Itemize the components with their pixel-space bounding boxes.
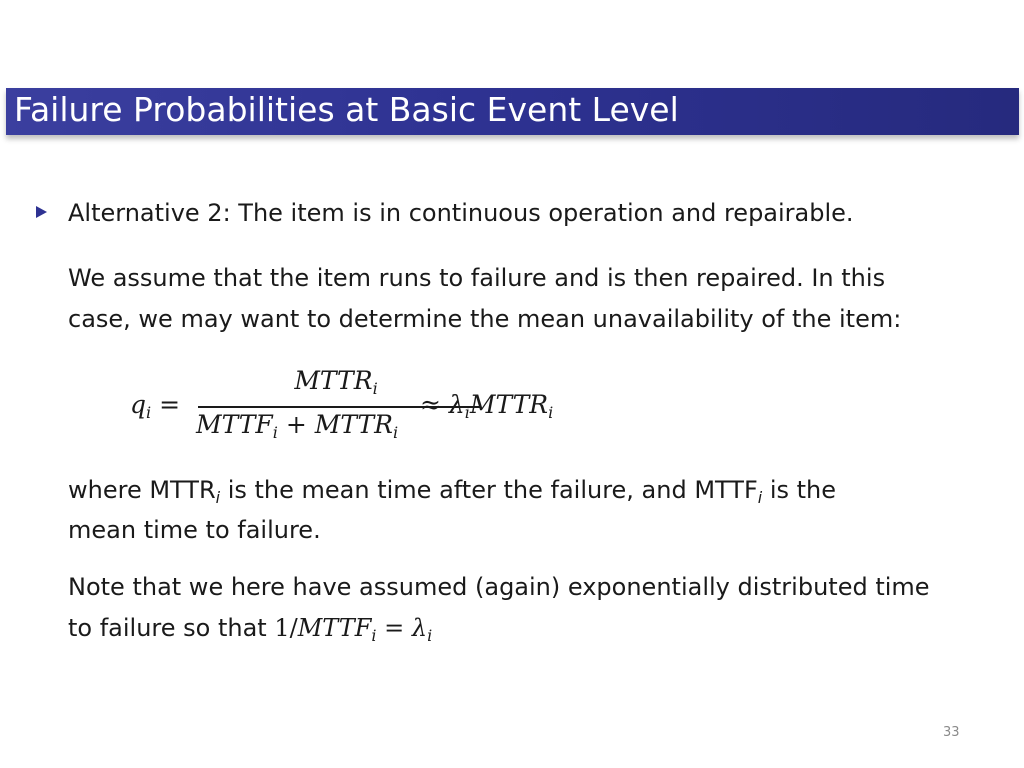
- note-equals: =: [376, 614, 412, 642]
- approx-sign: ≈: [420, 390, 441, 419]
- note-mttf-subscript: i: [371, 626, 377, 645]
- note-line-1: Note that we here have assumed (again) exponentially distributed time: [68, 573, 930, 601]
- note-text: to failure so that: [68, 614, 275, 642]
- q-subscript: i: [146, 403, 152, 422]
- note-lambda-subscript: i: [427, 626, 433, 645]
- paragraph-line-2: case, we may want to determine the mean unavailability of the item:: [68, 305, 902, 333]
- plus-sign: +: [285, 410, 307, 439]
- fraction-numerator: [258, 366, 414, 398]
- denominator-mttf-subscript: i: [272, 423, 278, 442]
- page-number: 33: [943, 725, 960, 740]
- fraction-denominator: [196, 410, 398, 442]
- note-lambda: λ: [411, 614, 428, 642]
- note-mttf: MTTF: [297, 614, 372, 642]
- lambda-subscript: i: [464, 403, 470, 422]
- q-variable: q: [130, 390, 147, 419]
- bullet-text: Alternative 2: The item is in continuous operation and repairable.: [68, 199, 854, 227]
- denominator-mttr: MTTR: [314, 410, 393, 439]
- lambda-symbol: λ: [448, 390, 465, 419]
- rhs-mttr: MTTR: [469, 390, 549, 419]
- denominator-mttr-subscript: i: [393, 423, 399, 442]
- paragraph-line-1: We assume that the item runs to failure and is then repaired. In this: [68, 264, 886, 292]
- equation-lhs: [130, 390, 180, 422]
- where-mttr-text: where MTTR: [68, 476, 216, 504]
- denominator-mttf: MTTF: [196, 410, 273, 439]
- unavailability-equation: [130, 366, 610, 446]
- equals-sign: =: [159, 390, 181, 419]
- equation-rhs: [420, 390, 553, 422]
- where-middle-text: is the mean time after the failure, and MTTF: [220, 476, 758, 504]
- where-mttf-subscript: i: [757, 488, 763, 507]
- slide-title: Failure Probabilities at Basic Event Level: [14, 90, 679, 129]
- note-one-over: 1/: [274, 614, 298, 642]
- where-mttr-subscript: i: [215, 488, 221, 507]
- note-line-2: [68, 614, 432, 650]
- where-line-2: mean time to failure.: [68, 516, 321, 544]
- numerator-subscript: i: [372, 379, 378, 398]
- rhs-mttr-subscript: i: [548, 403, 554, 422]
- where-line-1: [68, 476, 836, 512]
- numerator-mttr: MTTR: [294, 366, 373, 395]
- triangle-bullet-icon: [36, 206, 47, 218]
- where-end-text: is the: [762, 476, 837, 504]
